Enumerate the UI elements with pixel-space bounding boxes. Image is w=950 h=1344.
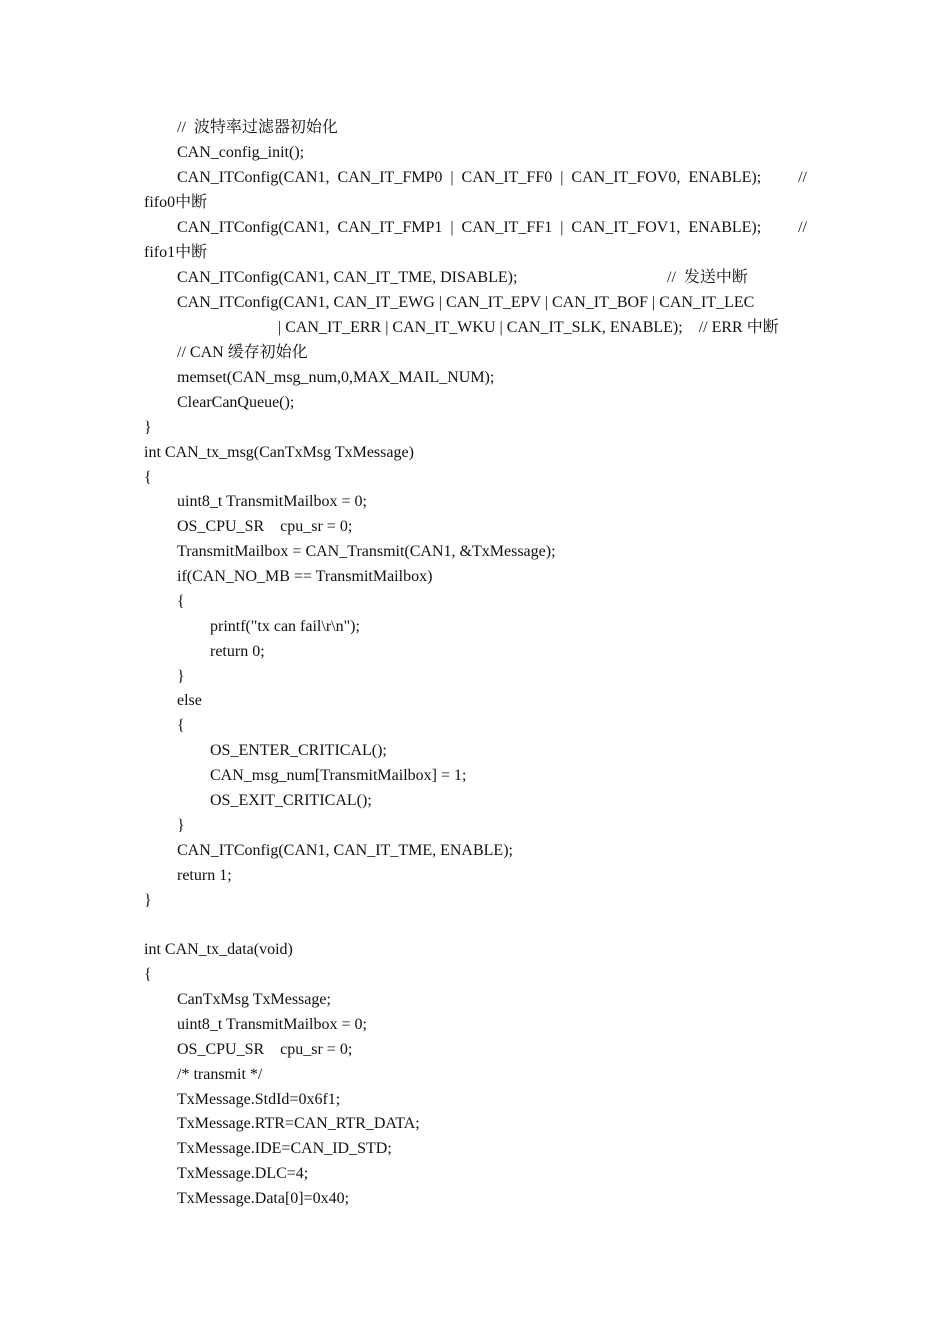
code-line: else [177, 692, 202, 709]
code-line: { [144, 966, 152, 983]
code-line: { [177, 593, 185, 610]
code-line: printf("tx can fail\r\n"); [210, 618, 360, 635]
code-line: if(CAN_NO_MB == TransmitMailbox) [177, 568, 433, 585]
code-line: TxMessage.DLC=4; [177, 1165, 309, 1182]
code-line: fifo1中断 [144, 244, 208, 261]
code-line: } [177, 668, 185, 685]
code-line: } [144, 892, 152, 909]
code-line: return 0; [210, 643, 265, 660]
code-line: /* transmit */ [177, 1066, 263, 1083]
code-line: TxMessage.RTR=CAN_RTR_DATA; [177, 1115, 420, 1132]
code-comment: // 发送中断 [667, 269, 748, 286]
code-line: CanTxMsg TxMessage; [177, 991, 331, 1008]
code-line: CAN_ITConfig(CAN1, CAN_IT_TME, ENABLE); [177, 842, 513, 859]
code-text: CAN_ITConfig(CAN1, CAN_IT_FMP0 | CAN_IT_FF0 | CAN_IT_FOV0, ENABLE); [177, 169, 762, 186]
code-line: // 波特率过滤器初始化 [177, 119, 338, 136]
code-text: CAN_ITConfig(CAN1, CAN_IT_TME, DISABLE); [177, 269, 518, 286]
code-line: { [144, 469, 152, 486]
code-text: CAN_ITConfig(CAN1, CAN_IT_FMP1 | CAN_IT_FF1 | CAN_IT_FOV1, ENABLE); [177, 219, 762, 236]
code-line: | CAN_IT_ERR | CAN_IT_WKU | CAN_IT_SLK, ENABLE); // ERR 中断 [278, 319, 779, 336]
code-line: OS_ENTER_CRITICAL(); [210, 742, 387, 759]
code-line: int CAN_tx_msg(CanTxMsg TxMessage) [144, 444, 414, 461]
code-line: TxMessage.StdId=0x6f1; [177, 1091, 341, 1108]
code-line: // CAN 缓存初始化 [177, 344, 308, 361]
code-line: TxMessage.IDE=CAN_ID_STD; [177, 1140, 392, 1157]
code-line: TxMessage.Data[0]=0x40; [177, 1190, 350, 1207]
code-line: ClearCanQueue(); [177, 394, 295, 411]
code-line: { [177, 717, 185, 734]
code-line: CAN_config_init(); [177, 144, 305, 161]
code-line: OS_CPU_SR cpu_sr = 0; [177, 518, 353, 535]
comment-marker: // [798, 219, 807, 236]
code-line: return 1; [177, 867, 232, 884]
code-line: CAN_ITConfig(CAN1, CAN_IT_EWG | CAN_IT_EPV | CAN_IT_BOF | CAN_IT_LEC [177, 294, 755, 311]
code-line: TransmitMailbox = CAN_Transmit(CAN1, &TxMessage); [177, 543, 556, 560]
code-line: OS_CPU_SR cpu_sr = 0; [177, 1041, 353, 1058]
code-line: uint8_t TransmitMailbox = 0; [177, 493, 367, 510]
code-line: } [144, 419, 152, 436]
code-line: int CAN_tx_data(void) [144, 941, 293, 958]
code-line: fifo0中断 [144, 194, 208, 211]
code-line: memset(CAN_msg_num,0,MAX_MAIL_NUM); [177, 369, 495, 386]
comment-marker: // [798, 169, 807, 186]
code-line: } [177, 817, 185, 834]
code-line: CAN_msg_num[TransmitMailbox] = 1; [210, 767, 467, 784]
code-line: uint8_t TransmitMailbox = 0; [177, 1016, 367, 1033]
code-line: OS_EXIT_CRITICAL(); [210, 792, 372, 809]
